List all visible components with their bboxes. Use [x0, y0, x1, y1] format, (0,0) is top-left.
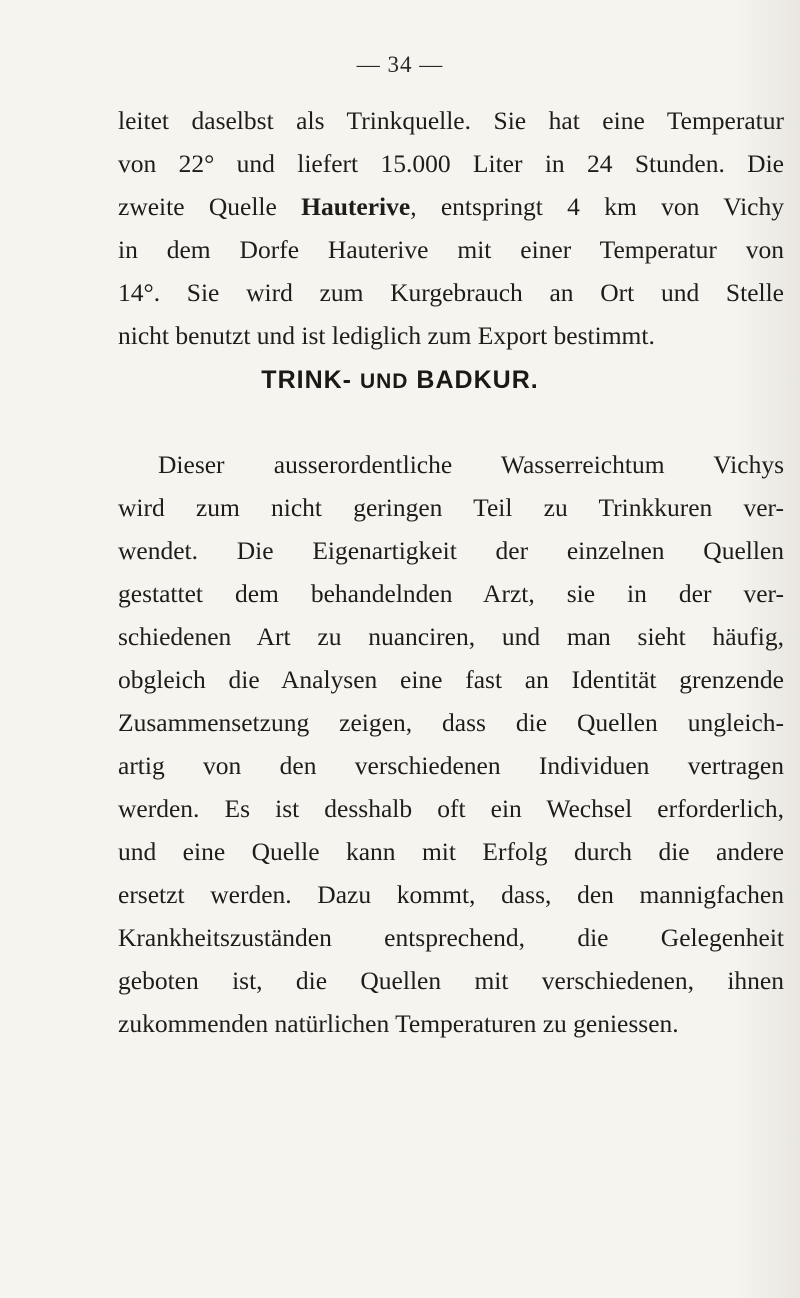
paragraph-line: nicht benutzt und ist lediglich zum Export bestimmt. [118, 321, 655, 350]
paragraph-line: in dem Dorfe Hauterive mit einer Temperatur von [118, 235, 784, 264]
paragraph-line: artig von den verschiedenen Individuen vertragen [118, 751, 784, 780]
heading-part: UND [359, 370, 409, 393]
paragraph-line: und eine Quelle kann mit Erfolg durch die andere [118, 837, 784, 866]
paragraph-line: Dieser ausserordentliche Wasserreichtum Vichys [158, 450, 784, 479]
bold-place-name: Hauterive [301, 192, 411, 221]
heading-part: BADKUR. [416, 366, 539, 394]
paragraph-line: ersetzt werden. Dazu kommt, dass, den mannigfachen [118, 880, 784, 909]
paragraph-line: von 22° und liefert 15.000 Liter in 24 Stunden. Die [118, 149, 784, 178]
paragraph-line: schiedenen Art zu nuanciren, und man sieht häufig, [118, 622, 784, 651]
paragraph-line: gestattet dem behandelnden Arzt, sie in der ver- [118, 579, 784, 608]
paragraph-line: leitet daselbst als Trinkquelle. Sie hat eine Temperatur [118, 106, 784, 135]
heading-part: TRINK- [261, 366, 353, 394]
paragraph-line: geboten ist, die Quellen mit verschiedenen, ihnen [118, 966, 784, 995]
paragraph-line: wendet. Die Eigenartigkeit der einzelnen Quellen [118, 536, 784, 565]
paragraph-line: wird zum nicht geringen Teil zu Trinkkuren ver- [118, 493, 784, 522]
paragraph-line: zukommenden natürlichen Temperaturen zu geniessen. [118, 1009, 679, 1038]
paragraph-line: 14°. Sie wird zum Kurgebrauch an Ort und Stelle [118, 278, 784, 307]
paragraph-line: Krankheitszuständen entsprechend, die Gelegenheit [118, 923, 784, 952]
paragraph-line-with-bold [118, 192, 784, 222]
paragraph-line: obgleich die Analysen eine fast an Identität grenzende [118, 665, 784, 694]
line-text-suffix: , entspringt 4 km von Vichy [410, 192, 784, 221]
page-number: — 34 — [356, 52, 444, 77]
paragraph-line: Zusammensetzung zeigen, dass die Quellen ungleich- [118, 708, 784, 737]
line-text-prefix: zweite Quelle [118, 192, 302, 221]
paragraph-line: werden. Es ist desshalb oft ein Wechsel erforderlich, [118, 794, 784, 823]
section-heading [0, 366, 800, 395]
